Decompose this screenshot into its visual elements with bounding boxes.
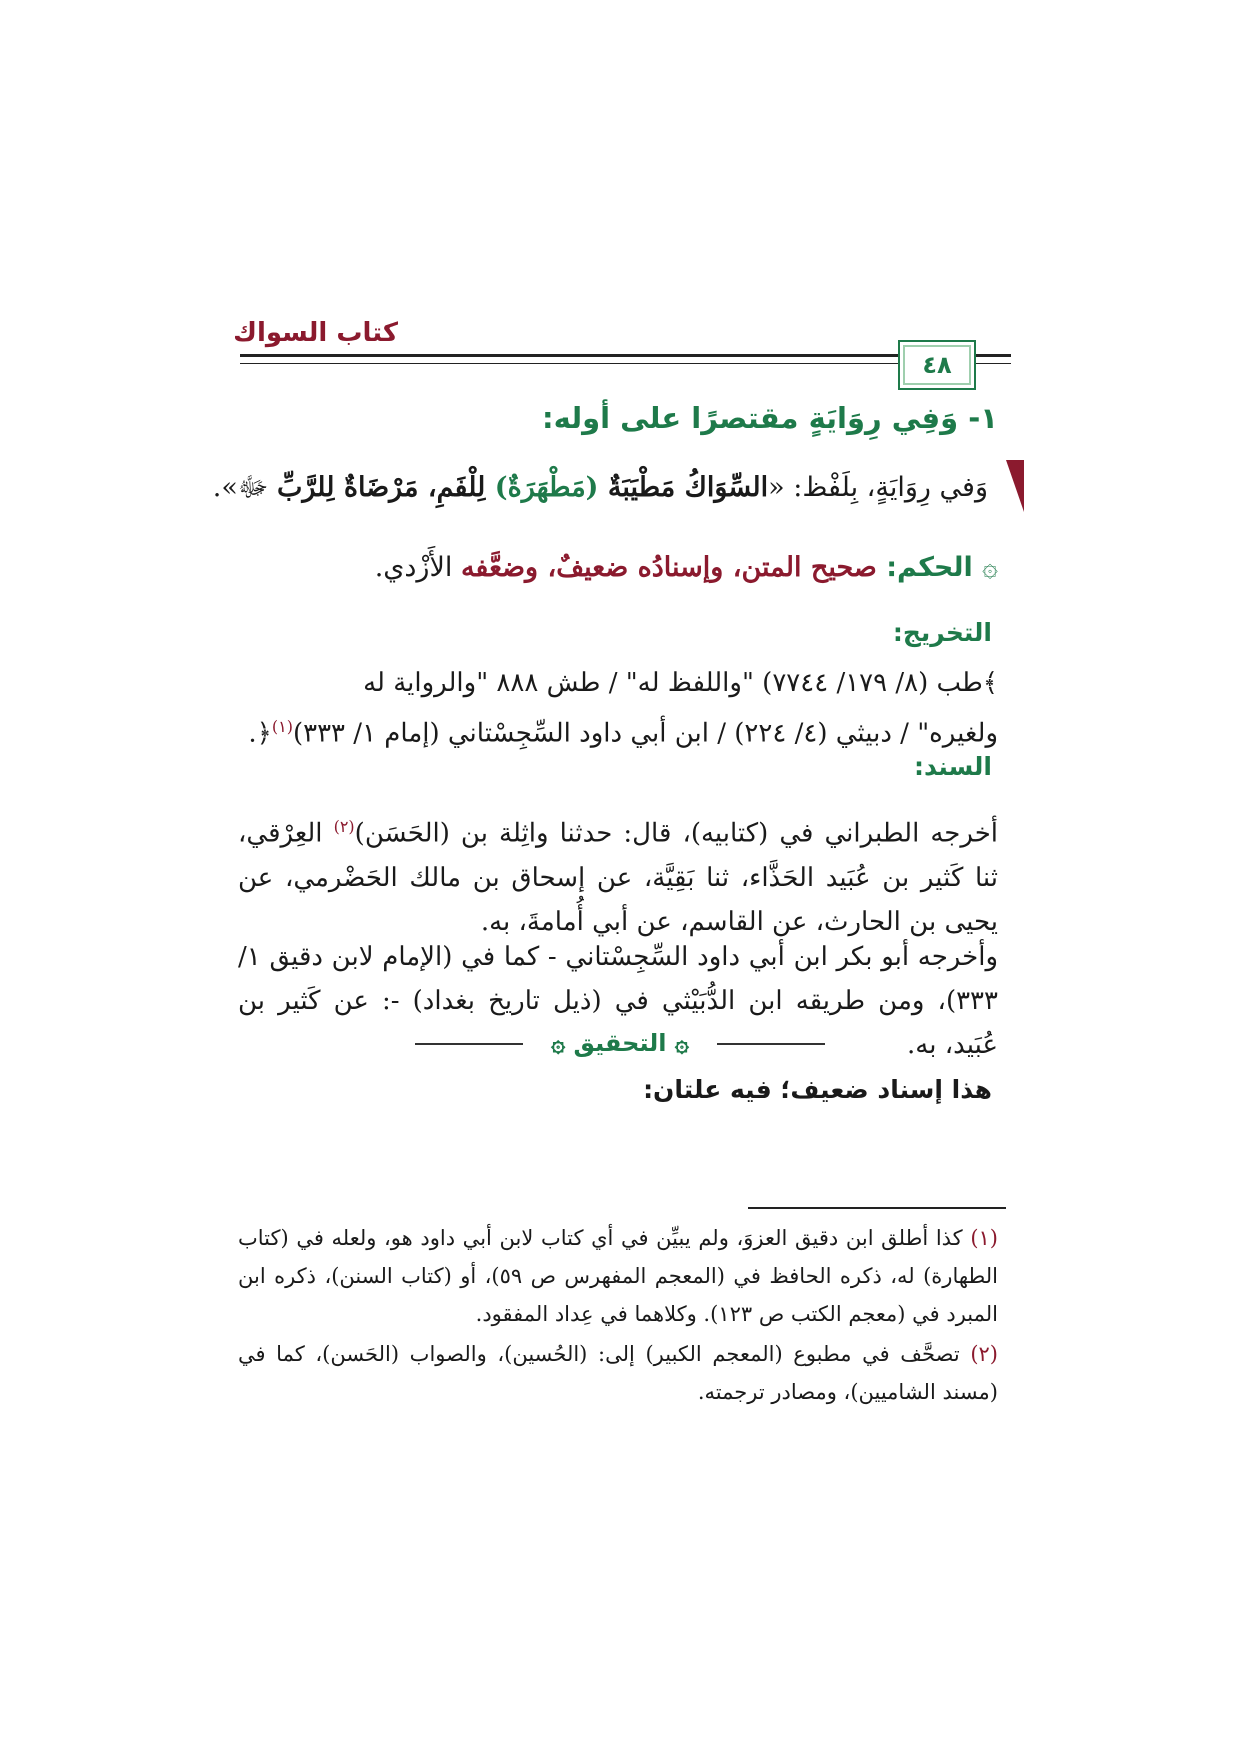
sanad-p1-text-cont: العِرْقي، ثنا كَثير بن عُبَيد الحَذَّاء، ثنا بَقِيَّة، عن إسحاق بن مالك الحَضْرمي، عن يحيى بن الحارث، عن القاسم، عن أبي أُمامةَ، به.	[238, 818, 998, 937]
footnote-1-number: (١)	[970, 1226, 998, 1250]
footnote-1-text: كذا أطلق ابن دقيق العزوَ، ولم يبيِّن في أي كتاب لابن أبي داود هو، ولعله في (كتاب الطهارة) له، ذكره الحافظ في (المعجم المفهرس ص ٥٩)، أو (كتاب السنن)، ذكره ابن المبرد في (معجم الكتب ص ١٢٣). وكلاهما في عِداد المفقود.	[238, 1226, 998, 1326]
hadith-variant: (مَطْهَرَةٌ)	[494, 472, 599, 503]
page-number: ٤٨	[922, 351, 952, 379]
footnote-ref-1: (١)	[271, 717, 293, 736]
section-heading: ١- وَفِي رِوَايَةٍ مقتصرًا على أوله:	[542, 401, 998, 435]
hadith-main-cont: لِلْفَمِ، مَرْضَاةٌ لِلرَّبِّ	[276, 472, 495, 503]
ruling-tail: الأَزْدي.	[374, 552, 461, 583]
ruling-label: الحكم:	[876, 552, 983, 583]
footnote-1	[238, 1219, 998, 1333]
sanad-p1-text: أخرجه الطبراني في (كتابيه)، قال: حدثنا واثِلة بن (الحَسَن)	[354, 818, 998, 849]
ruling-ornament-icon: ۞	[982, 552, 998, 583]
footnote-2-text: تصحَّف في مطبوع (المعجم الكبير) إلى: (الحُسين)، والصواب (الحَسن)، كما في (مسند الشاميين)، ومصادر ترجمته.	[238, 1342, 998, 1404]
sanad-heading: السند:	[913, 752, 992, 781]
ruling-text: صحيح المتن، وإسنادُه ضعيفٌ، وضعَّفه	[460, 552, 877, 583]
tahqiq-label: ۞ التحقيق ۞	[523, 1029, 717, 1057]
takhrij-line-2-end: ﴿.	[248, 718, 272, 749]
footnote-ref-2: (٢)	[333, 817, 355, 836]
tahqiq-divider	[415, 1029, 825, 1059]
tahqiq-conclusion: هذا إسناد ضعيف؛ فيه علتان:	[643, 1075, 992, 1104]
hadith-close: ».	[212, 472, 238, 503]
honorific-glyph: ﷻ	[237, 472, 277, 503]
footnote-2-number: (٢)	[970, 1342, 998, 1366]
hadith-main: السِّوَاكُ مَطْيَبَةٌ	[598, 472, 769, 503]
takhrij-line-2	[238, 705, 998, 756]
header-rule-top	[240, 354, 1011, 357]
sanad-paragraph-2: وأخرجه أبو بكر ابن أبي داود السِّجِسْتاني - كما في (الإمام لابن دقيق ١/ ٣٣٣)، ومن طريقه ابن الدُّبَيْثي في (ذيل تاريخ بغداد) -: عن كَثير بن عُبَيد، به.	[238, 942, 998, 1060]
hadith-corner-ornament	[1006, 460, 1024, 512]
footnote-2	[238, 1335, 998, 1411]
tahqiq-heading	[415, 1029, 825, 1057]
sanad-paragraph-1	[238, 805, 998, 944]
takhrij-paragraph	[238, 661, 998, 756]
page-number-badge	[898, 340, 976, 390]
hadith-text	[213, 470, 988, 510]
ruling-line	[375, 552, 998, 583]
book-title: كتاب السواك	[233, 318, 398, 348]
takhrij-line-1: ﴾طب (٨/ ١٧٩/ ٧٧٤٤) "واللفظ له" / طش ٨٨٨ "والرواية له	[363, 668, 998, 698]
takhrij-heading: التخريج:	[892, 618, 992, 647]
header-rule-bottom	[240, 363, 1011, 364]
takhrij-line-2-text: ولغيره" / دبيثي (٤/ ٢٢٤) / ابن أبي داود السِّجِسْتاني (إمام ١/ ٣٣٣)	[292, 718, 998, 749]
hadith-intro: وَفي رِوَايَةٍ، بِلَفْظ: «	[768, 472, 988, 503]
footnote-rule	[748, 1207, 1006, 1209]
